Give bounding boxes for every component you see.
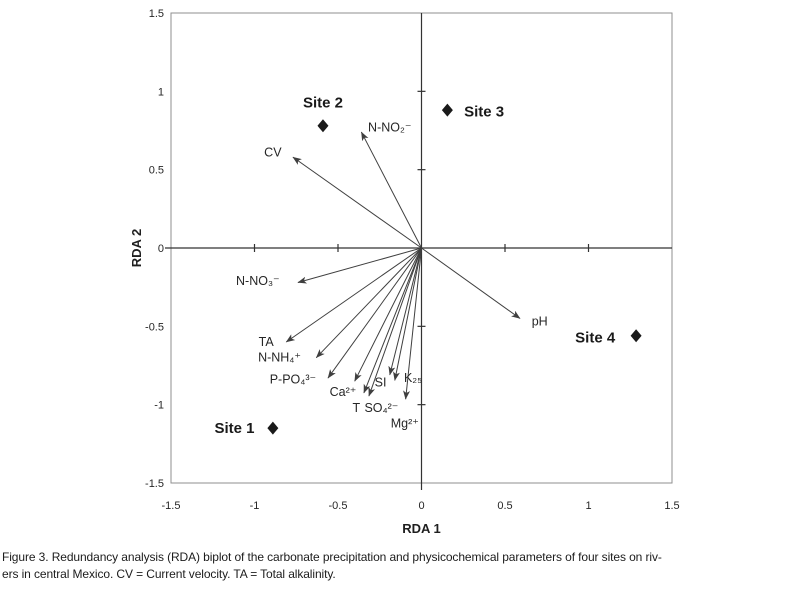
vector-arrow-p-po4: [328, 248, 422, 378]
x-tick-label: 1.5: [664, 500, 680, 512]
vector-label-t: T: [352, 400, 361, 415]
vector-arrow-ca: [355, 248, 422, 381]
caption-line-1: Figure 3. Redundancy analysis (RDA) biplot of the carbonate precipitation and physicochemical parameters of four sites on riv-: [2, 550, 662, 564]
y-tick-label: 1.5: [148, 8, 164, 20]
vector-label-n-no2: N-NO₂⁻: [368, 120, 412, 135]
caption-line-2: ers in central Mexico. CV = Current velocity. TA = Total alkalinity.: [2, 567, 336, 581]
site-label-site-2: Site 2: [302, 94, 343, 112]
y-tick-label: -1: [154, 399, 164, 412]
y-tick-label: 0: [157, 243, 164, 255]
y-tick-label: -0.5: [145, 321, 164, 334]
x-tick-label: 1: [585, 500, 592, 512]
vector-label-p-po4: P-PO₄³⁻: [269, 372, 317, 387]
x-tick-label: 0.5: [497, 500, 513, 512]
vector-arrow-n-no3: [298, 248, 422, 282]
x-tick-label: -1.5: [161, 500, 181, 512]
y-tick-label: -1.5: [145, 478, 164, 490]
vector-label-si: SI: [374, 375, 387, 390]
x-tick-label: -0.5: [328, 500, 348, 512]
vector-arrow-n-no2: [361, 132, 421, 248]
vector-arrow-k25: [395, 248, 422, 380]
vector-label-n-no3: N-NO₃⁻: [236, 273, 280, 288]
diamond-icon-site-1: [267, 422, 278, 435]
vector-arrow-ph: [422, 248, 521, 319]
x-axis-title: RDA 1: [402, 521, 441, 536]
vector-label-mg: Mg²⁺: [390, 416, 419, 431]
site-label-site-1: Site 1: [214, 420, 255, 438]
y-axis-title: RDA 2: [129, 228, 144, 268]
vector-label-ph: pH: [531, 314, 548, 329]
vector-arrow-cv: [293, 157, 422, 248]
diamond-icon-site-3: [442, 104, 453, 117]
site-label-site-4: Site 4: [575, 329, 616, 347]
x-tick-label: -1: [249, 500, 260, 512]
y-tick-label: 1: [157, 86, 164, 99]
diamond-icon-site-2: [317, 119, 328, 132]
figure-caption: [2, 549, 794, 583]
vector-label-so4: SO₄²⁻: [364, 400, 399, 415]
site-label-site-3: Site 3: [464, 103, 505, 121]
vector-label-ta: TA: [258, 335, 274, 349]
vector-label-cv: CV: [264, 145, 282, 160]
vector-label-ca: Ca²⁺: [329, 385, 357, 400]
vector-label-k25: K₂₅: [403, 371, 423, 386]
vector-arrow-n-nh4: [316, 248, 421, 358]
x-tick-label: 0: [418, 500, 425, 512]
vector-label-n-nh4: N-NH₄⁺: [258, 350, 302, 365]
diamond-icon-site-4: [631, 329, 642, 342]
y-tick-label: 0.5: [148, 164, 164, 177]
